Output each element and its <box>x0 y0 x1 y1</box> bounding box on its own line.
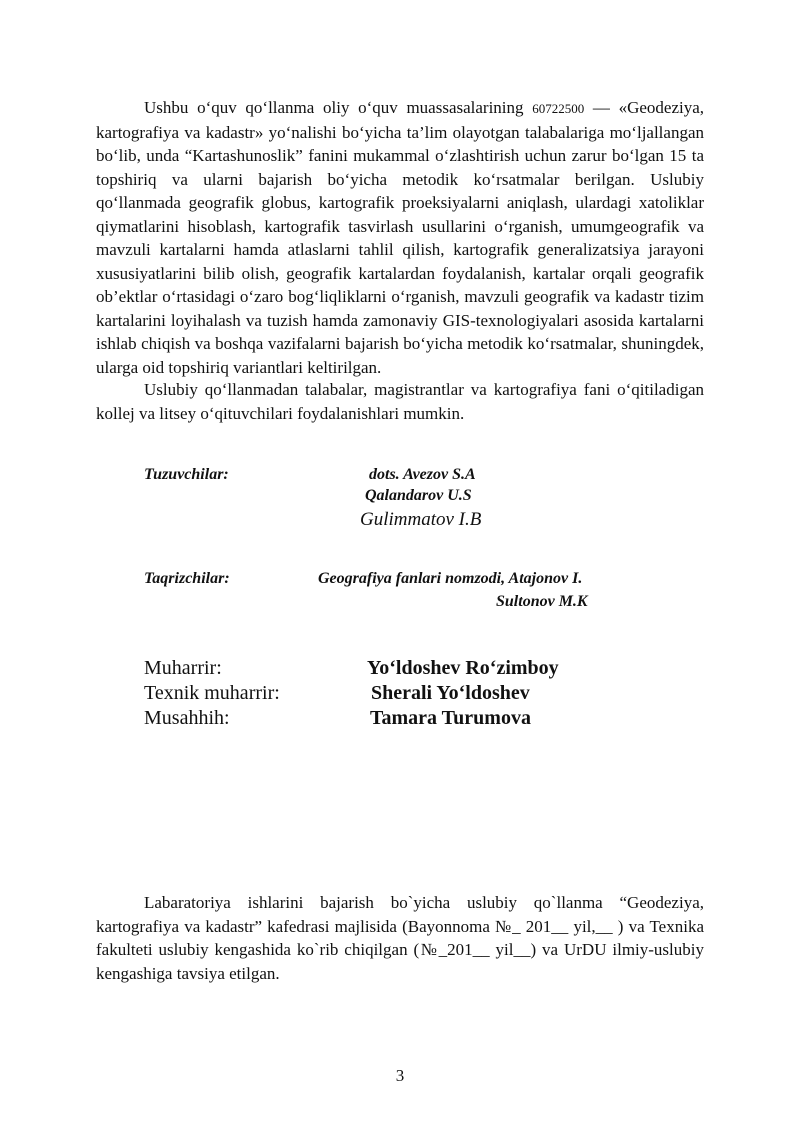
tech-editor-role: Texnik muharrir: <box>144 682 280 704</box>
compilers-label: Tuzuvchilar: <box>144 466 229 483</box>
compiler-name-2: Qalandarov U.S <box>365 487 472 504</box>
editor-role: Muharrir: <box>144 657 222 679</box>
usage-paragraph: Uslubiy qo‘llanmadan talabalar, magistrantlar va kartografiya fani o‘qitiladigan kollej va litsey o‘qituvchilari foydalanishlari mumkin. <box>96 380 704 423</box>
page-number: 3 <box>395 1066 405 1085</box>
program-code: 60722500 <box>532 101 585 116</box>
reviewer-name-1: Geografiya fanlari nomzodi, Atajonov I. <box>318 570 583 587</box>
editor-name: Yo‘ldoshev Ro‘zimboy <box>367 657 559 679</box>
tech-editor-name: Sherali Yo‘ldoshev <box>371 682 530 704</box>
intro-paragraph <box>96 96 704 379</box>
approval-paragraph: Labaratoriya ishlarini bajarish bo`yicha uslubiy qo`llanma “Geodeziya, kartografiya va kadastr” kafedrasi majlisida (Bayonnoma №_ 201__ yil,__ ) va Texnika fakulteti uslubiy kengashida ko`rib chiqilgan (№_201__ yil__) va UrDU ilmiy-uslubiy kengashiga tavsiya etilgan. <box>96 893 704 983</box>
proofreader-name: Tamara Turumova <box>370 707 531 729</box>
proofreader-role: Musahhih: <box>144 707 230 729</box>
intro-text-rest: — «Geodeziya, kartografiya va kadastr» yo‘nalishi bo‘yicha ta’lim olayotgan talabalariga mo‘ljallangan bo‘lib, unda “Kartashunoslik” fanini mukammal o‘zlashtirish uchun zarur bo‘lgan 15 ta topshiriq va ularni bajarish bo‘yicha metodik ko‘rsatmalar berilgan. Uslubiy qo‘llanmada geografik globus, kartografik proeksiyalarni aniqlash, ulardagi xatoliklar qiymatlarini hisoblash, kartografik tasvirlash usullarini o‘rganish, umumgeografik va mavzuli kartalarni hamda atlaslarni tahlil qilish, kartografik generalizatsiya jarayoni xususiyatlarini bilib olish, geografik kartalardan foydalanish, kartalar orqali geografik ob’ektlar o‘rtasidagi o‘zaro bog‘liqliklarni o‘rganish, mavzuli geografik va kadastr tizim kartalarini loyihalash va tuzish hamda zamonaviy GIS-texnologiyalari asosida kartalarni ishlab chiqish va boshqa vazifalarni bajarish bo‘yicha metodik ko‘rsatmalar, shuningdek, ularga oid topshiriq variantlari keltirilgan. <box>96 98 705 377</box>
reviewers-label: Taqrizchilar: <box>144 570 230 587</box>
compiler-name-3: Gulimmatov I.B <box>360 509 482 530</box>
compiler-name-1: dots. Avezov S.A <box>369 466 476 483</box>
intro-text-start: Ushbu o‘quv qo‘llanma oliy o‘quv muassasalarining <box>144 98 524 117</box>
reviewer-name-2: Sultonov M.K <box>496 593 588 610</box>
